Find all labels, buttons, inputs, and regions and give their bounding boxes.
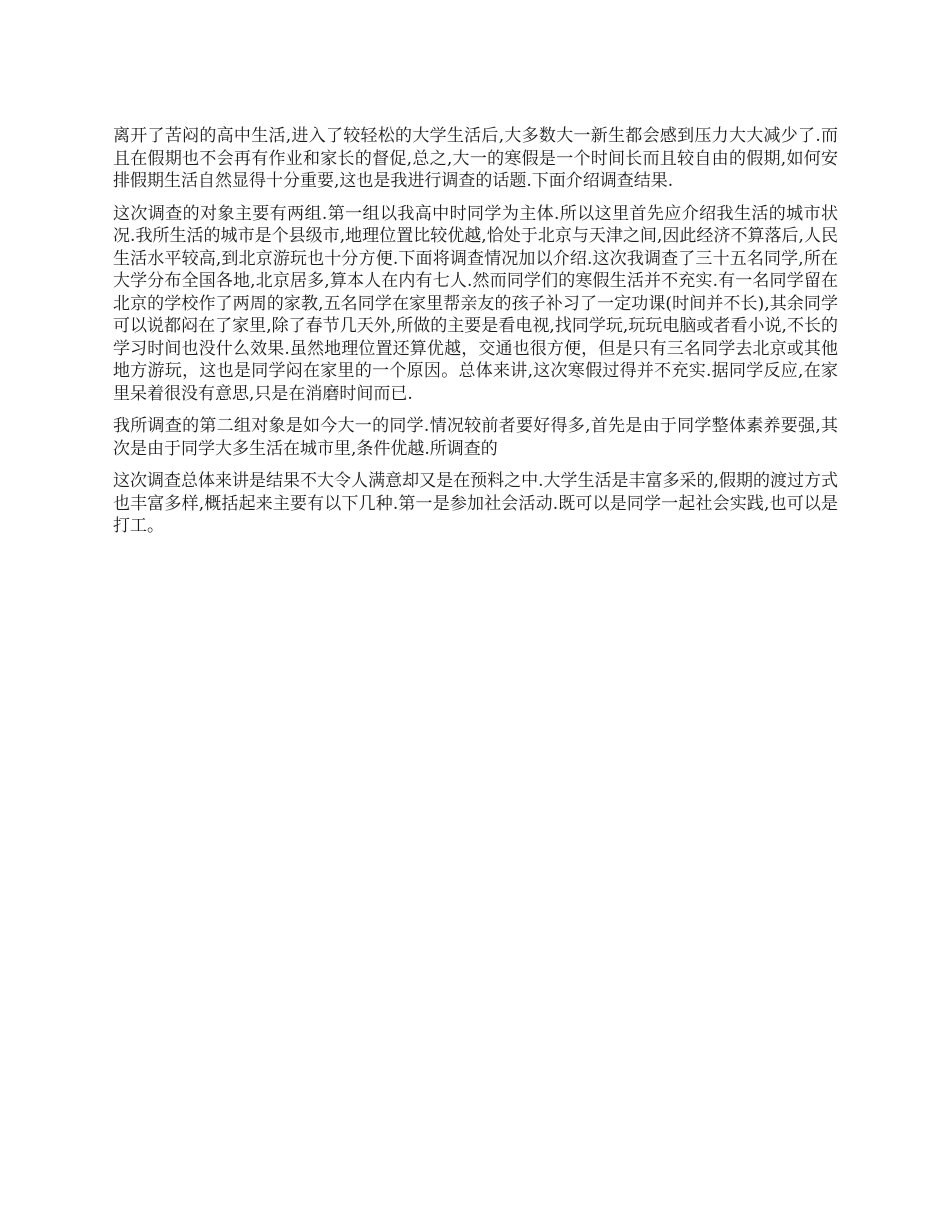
- document-body: [113, 125, 838, 548]
- paragraph-second-group: 我所调查的第二组对象是如今大一的同学.情况较前者要好得多,首先是由于同学整体素养要强,其次是由于同学大多生活在城市里,条件优越.所调查的: [113, 416, 838, 459]
- paragraph-summary: 这次调查总体来讲是结果不大令人满意却又是在预料之中.大学生活是丰富多采的,假期的渡过方式也丰富多样,概括起来主要有以下几种.第一是参加社会活动.既可以是同学一起社会实践,也可以是打工。: [113, 471, 838, 536]
- paragraph-intro: 离开了苦闷的高中生活,进入了较轻松的大学生活后,大多数大一新生都会感到压力大大减少了.而且在假期也不会再有作业和家长的督促,总之,大一的寒假是一个时间长而且较自由的假期,如何安排假期生活自然显得十分重要,这也是我进行调查的话题.下面介绍调查结果.: [113, 126, 838, 191]
- paragraph-first-group: 这次调查的对象主要有两组.第一组以我高中时同学为主体.所以这里首先应介绍我生活的城市状况.我所生活的城市是个县级市,地理位置比较优越,恰处于北京与天津之间,因此经济不算落后,人民生活水平较高,到北京游玩也十分方便.下面将调查情况加以介绍.这次我调查了三十五名同学,所在大学分布全国各地,北京居多,算本人在内有七人.然而同学们的寒假生活并不充实.有一名同学留在北京的学校作了两周的家教,五名同学在家里帮亲友的孩子补习了一定功课(时间并不长),其余同学可以说都闷在了家里,除了春节几天外,所做的主要是看电视,找同学玩,玩玩电脑或者看小说,不长的学习时间也没什么效果.虽然地理位置还算优越，交通也很方便，但是只有三名同学去北京或其他地方游玩，这也是同学闷在家里的一个原因。总体来讲,这次寒假过得并不充实.据同学反应,在家里呆着很没有意思,只是在消磨时间而已.: [113, 203, 838, 404]
